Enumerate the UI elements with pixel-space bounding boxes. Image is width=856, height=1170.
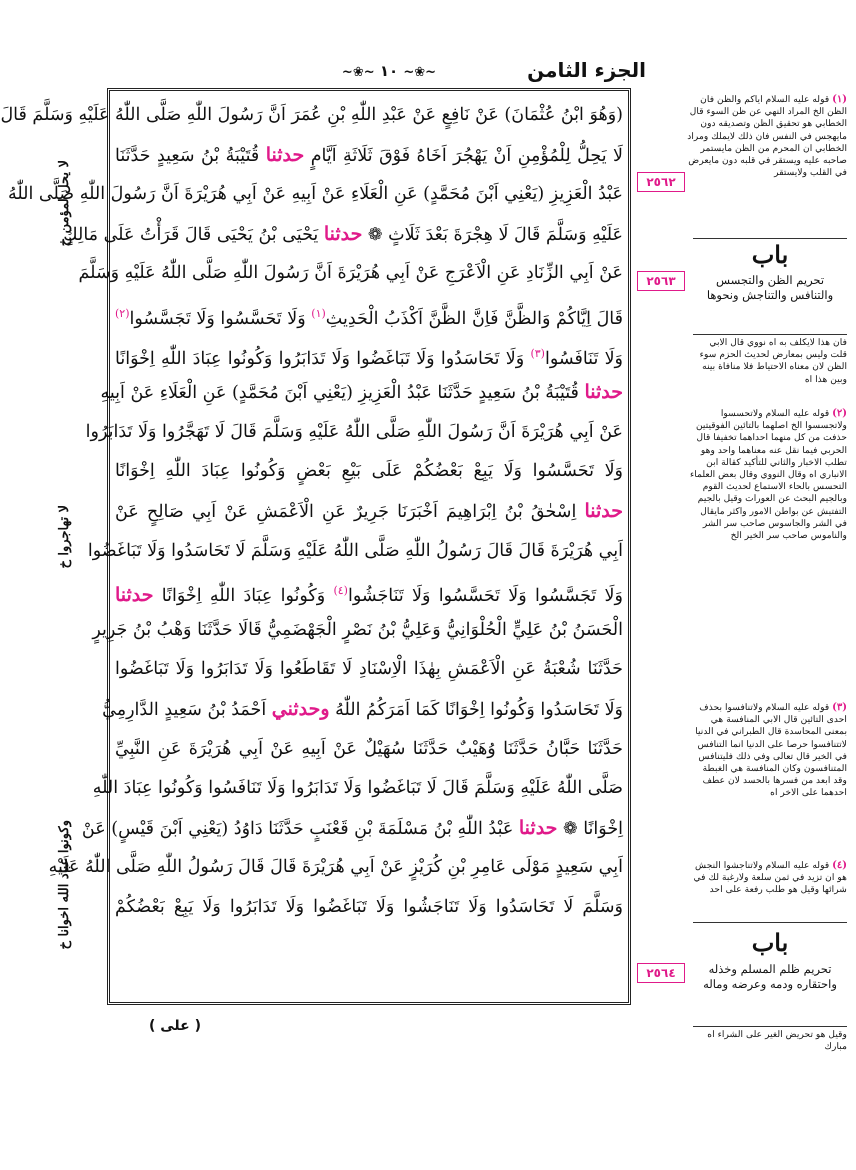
- text-segment: صَلَّى اللّٰهُ عَلَيْهِ وَسَلَّمَ قَالَ لَا تَبَاغَضُوا وَلَا تَدَابَرُوا وَلَا تَنَافَسُوا وَكُونُوا عِبَادَ اللّٰهِ: [92, 778, 623, 799]
- text-segment: حَدَّثَنَا حَبَّانُ حَدَّثَنَا وُهَيْبٌ حَدَّثَنَا سُهَيْلٌ عَنْ اَبِيهِ عَنْ اَبِي هُرَيْرَةَ عَنِ النَّبِيِّ: [115, 738, 623, 759]
- divider: [693, 238, 847, 239]
- narration-keyword: حدثنا: [584, 499, 623, 522]
- text-segment: وَلَا تَحَاسَدُوا وَلَا تَبَاغَضُوا وَلَا تَدَابَرُوا وَكُونُوا عِبَادَ اللّٰهِ اِخْوَانًا: [115, 348, 531, 369]
- text-line: [81, 809, 623, 849]
- text-line: [92, 769, 623, 809]
- text-line: [85, 413, 623, 453]
- left-margin-note: لا يحل لمؤمن خ: [57, 160, 72, 247]
- text-line: [78, 254, 623, 294]
- text-segment: يَحْيَى بْنُ يَحْيَى قَالَ قَرَأْتُ عَلَى مَالِكٍ: [63, 224, 324, 245]
- text-line: [115, 452, 623, 492]
- text-line: [115, 334, 623, 374]
- commentary-note: [687, 408, 847, 542]
- footnote-marker: (٢): [115, 306, 130, 320]
- note-text: قوله عليه السلام اياكم والظن فان الظن الخ المراد النهي عن ظن السوء قال الخطابي هو تحقيق الظن وتصديقه دون مايهجس في النفس فان ذلك لايملك ومراد الخطابي ان المحرم من الظن مايستمر صاحبه عليه ويستقر في قلبه دون مايعرض في القلب ولايستقر: [687, 94, 847, 179]
- bab-subtitle: تحريم ظلم المسلم وخذله واحتقاره ودمه وعرضه وماله: [703, 962, 837, 991]
- commentary-note: [687, 94, 847, 179]
- note-mark: (٢): [832, 408, 847, 419]
- note-mark: (٤): [832, 860, 847, 871]
- note-text: قوله عليه السلام ولاتناجشوا النجش هو ان تزيد في ثمن سلعة ولارغبة لك في شرائها وقيل هو طلب رفعة على احد: [693, 860, 847, 896]
- text-line: [92, 611, 623, 651]
- divider: [693, 334, 847, 335]
- text-line: [102, 690, 623, 730]
- text-line: [115, 136, 623, 176]
- footnote-marker: (٤): [333, 584, 348, 598]
- text-segment: (وَهُوَ ابْنُ عُثْمَانَ) عَنْ نَافِعٍ عَنْ عَبْدِ اللّٰهِ بْنِ عُمَرَ اَنَّ رَسُولَ اللّٰهِ صَلَّى اللّٰهُ عَلَيْهِ وَسَلَّمَ قَالَ: [0, 105, 623, 125]
- text-segment: لَا يَحِلُّ لِلْمُؤْمِنِ اَنْ يَهْجُرَ اَخَاهُ فَوْقَ ثَلَاثَةِ اَيَّامٍ: [304, 145, 624, 166]
- footnote-marker: (٣): [530, 346, 545, 360]
- text-line: [115, 650, 623, 690]
- text-line: [115, 571, 623, 611]
- text-line: [0, 96, 623, 136]
- text-segment: حَدَّثَنَا شُعْبَةُ عَنِ الْاَعْمَشِ بِهٰذَا الْاِسْنَادِ لَا تَقَاطَعُوا وَلَا تَدَابَرُوا وَلَا تَبَاغَضُوا: [115, 659, 623, 680]
- note-text: قوله عليه السلام ولاتحسسوا ولاتجسسوا الخ اصلهما بالتائين الفوقيتين حذفت من كل منهما احداهما تخفيفا قال الحربي فيما نقل عنه معناهما واحد وهو تطلب الاخبار والثاني للتأكيد كقالة ابن الانباري اه وقال النووي وقال بعض العلماء التحسس بالحاء الاستماع لحديث القوم وبالجيم البحث عن العورات وقيل بالجيم التفتيش عن بواطن الامور واكثر مايقال في الشر والجاسوس صاحب سر الشر والناموس صاحب سر الخير الخ: [689, 408, 847, 542]
- text-segment: اَبِي سَعِيدٍ مَوْلَى عَامِرِ بْنِ كُرَيْزٍ عَنْ اَبِي هُرَيْرَةَ قَالَ قَالَ رَسُولُ اللّٰهِ صَلَّى اللّٰهُ عَلَيْهِ: [48, 857, 623, 878]
- bab-heading: باب: [751, 928, 789, 957]
- text-segment: قُتَيْبَةُ بْنُ سَعِيدٍ حَدَّثَنَا عَبْدُ الْعَزِيزِ (يَعْنِي اَبْنَ مُحَمَّدٍ) عَنِ الْعَلَاءِ عَنْ اَبِيهِ: [100, 383, 585, 404]
- narration-keyword: حدثنا: [584, 381, 623, 404]
- left-margin-notes: [43, 120, 95, 1000]
- note-mark: (٣): [832, 702, 847, 713]
- text-segment: عَنْ اَبِي الزِّنَادِ عَنِ الْاَعْرَجِ عَنْ اَبِي هُرَيْرَةَ اَنَّ رَسُولَ اللّٰهِ صَلَّى اللّٰهُ عَلَيْهِ وَسَلَّمَ: [78, 263, 623, 284]
- text-line: [115, 492, 623, 532]
- text-line: [63, 215, 623, 255]
- page-number-value: ١٠: [379, 62, 399, 80]
- commentary-note: وقيل هو تحريض الغير على الشراء اه مبارك: [707, 1029, 847, 1053]
- text-line: [7, 175, 623, 215]
- narration-keyword: حدثنا: [265, 143, 305, 166]
- part-title: الجزء الثامن: [527, 58, 646, 82]
- ornament-icon: ~❀~: [403, 65, 437, 80]
- text-line: [115, 888, 623, 928]
- divider: [693, 1026, 847, 1027]
- text-line: [48, 848, 623, 888]
- bab-heading: باب: [751, 240, 789, 269]
- text-segment: عَبْدُ الْعَزِيزِ (يَعْنِي اَبْنَ مُحَمَّدٍ) عَنِ الْعَلَاءِ عَنْ اَبِيهِ عَنْ اَبِي هُرَيْرَةَ اَنَّ رَسُولَ اللّٰهِ صَلَّى اللّٰهُ: [7, 184, 623, 205]
- text-segment: وَلَا تَجَسَّسُوا وَلَا تَحَسَّسُوا وَلَا تَنَاجَشُوا: [347, 585, 623, 606]
- text-line: [115, 294, 623, 334]
- text-line: [100, 373, 623, 413]
- note-text: فان هذا لايكلف به اه نووي قال الابي قلت وليس بمعارض لحديث الحزم سوء الظن لان معناه الاحتياط فلا منافاة بينه وبين هذا اه: [699, 337, 847, 385]
- text-segment: وَسَلَّمَ لَا تَحَاسَدُوا وَلَا تَنَاجَشُوا وَلَا تَبَاغَضُوا وَلَا تَدَابَرُوا وَلَا يَبِعْ بَعْضُكُمْ: [115, 896, 623, 917]
- text-line: [87, 532, 623, 572]
- text-segment: اَبِي هُرَيْرَةَ قَالَ قَالَ رَسُولُ اللّٰهِ صَلَّى اللّٰهُ عَلَيْهِ وَسَلَّمَ لَا تَحَاسَدُوا وَلَا تَبَاغَضُوا: [87, 540, 623, 561]
- text-segment: وَلَا تَحَسَّسُوا وَلَا تَجَسَّسُوا: [129, 308, 312, 329]
- right-commentary-column: [635, 90, 850, 1053]
- hadith-number-2564: ٢٥٦٤: [637, 963, 685, 983]
- left-margin-note: لا تهاجروا خ: [57, 505, 72, 569]
- commentary-note: [687, 860, 847, 897]
- text-segment: اَحْمَدُ بْنُ سَعِيدٍ الدَّارِمِيُّ: [102, 699, 272, 720]
- commentary-note: [687, 702, 847, 800]
- text-segment: وَلَا تَنَافَسُوا: [544, 348, 624, 369]
- text-segment: وَكُونُوا عِبَادَ اللّٰهِ اِخْوَانًا: [153, 585, 334, 606]
- narration-keyword: حدثنا: [115, 583, 154, 606]
- text-segment: عَبْدُ اللّٰهِ بْنُ مَسْلَمَةَ بْنِ قَعْنَبٍ حَدَّثَنَا دَاوُدُ (يَعْنِي اَبْنَ قَيْسٍ) عَنْ: [81, 818, 519, 839]
- text-segment: وَلَا تَحَسَّسُوا وَلَا يَبِعْ بَعْضُكُمْ عَلَى بَيْعِ بَعْضٍ وَكُونُوا عِبَادَ اللّٰهِ اِخْوَانًا: [115, 461, 623, 482]
- text-line: [115, 730, 623, 770]
- hadith-number-2563: ٢٥٦٣: [637, 271, 685, 291]
- narration-keyword: وحدثني: [271, 697, 330, 720]
- narration-keyword: حدثنا: [518, 816, 558, 839]
- hadith-number-2562: ٢٥٦٢: [637, 172, 685, 192]
- ornament-icon: ~❀~: [341, 65, 375, 80]
- text-segment: عَنْ اَبِي هُرَيْرَةَ اَنَّ رَسُولَ اللّٰهِ صَلَّى اللّٰهُ عَلَيْهِ وَسَلَّمَ قَالَ لَا تَهَجَّرُوا وَلَا تَدَابَرُوا: [85, 421, 623, 442]
- narration-keyword: حدثنا: [323, 222, 363, 245]
- left-margin-note: وكونوا عباد الله اخوانا خ: [57, 820, 72, 950]
- text-segment: اِسْحٰقُ بْنُ اِبْرَاهِيمَ اَخْبَرَنَا جَرِيرٌ عَنِ الْاَعْمَشِ عَنْ اَبِي صَالِحٍ عَنْ: [115, 501, 585, 522]
- text-segment: قُتَيْبَةُ بْنُ سَعِيدٍ حَدَّثَنَا: [115, 145, 266, 166]
- bab-subtitle: تحريم الظن والتجسس والتنافس والتناجش ونحوها: [706, 273, 834, 302]
- text-segment: وَلَا تَحَاسَدُوا وَكُونُوا اِخْوَانًا كَمَا اَمَرَكُمُ اللّٰهُ: [329, 699, 623, 720]
- note-mark: (١): [832, 94, 847, 105]
- text-segment: اِخْوَانًا ❁: [557, 818, 623, 839]
- text-segment: قَالَ اِيَّاكُمْ وَالظَّنَّ فَاِنَّ الظَّنَّ اَكْذَبُ الْحَدِيثِ: [325, 308, 623, 329]
- page-number: [329, 62, 449, 80]
- commentary-note: [693, 337, 847, 386]
- text-segment: عَلَيْهِ وَسَلَّمَ قَالَ لَا هِجْرَةَ بَعْدَ ثَلَاثٍ ❁: [362, 224, 623, 245]
- divider: [693, 922, 847, 923]
- footnote-marker: (١): [311, 306, 326, 320]
- note-text: قوله عليه السلام ولاتنافسوا بحذف احدى التائين قال الابي المنافسة هي بمعنى المحاسدة قال الطبراني في الدنيا لاتتنافسوا حرصا على الدنيا انما التنافس في الخير قال تعالى وفي ذلك فليتنافس المتنافسون وكان المنافسة هي الغبطة وقد ابعد من فسرها بالحسد لان عطف احدهما على الاخر اه: [695, 702, 847, 799]
- text-segment: الْحَسَنُ بْنُ عَلِيٍّ الْحُلْوَانِيُّ وَعَلِيُّ بْنُ نَصْرٍ الْجَهْضَمِيُّ قَالَا حَدَّثَنَا وَهْبُ بْنُ جَرِيرٍ: [92, 619, 623, 640]
- catchword: ( على ): [149, 1018, 201, 1034]
